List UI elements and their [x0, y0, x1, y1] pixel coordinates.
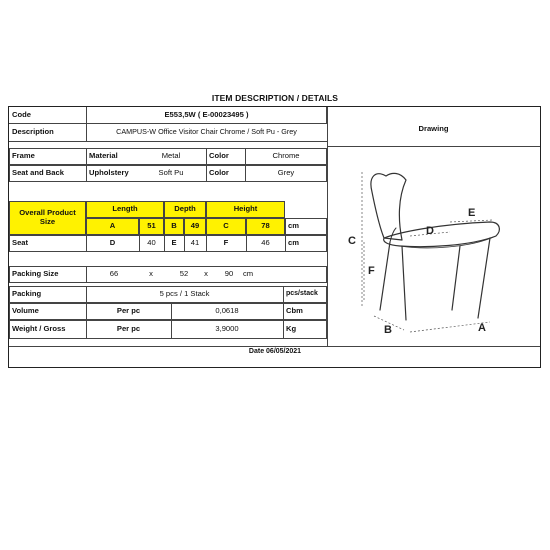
dim-d-letter-drawing: D [426, 225, 434, 237]
dim-f-letter-drawing: F [368, 265, 375, 277]
dim-e-letter: E [171, 238, 177, 248]
code-label: Code [12, 110, 31, 120]
overall-size-label: Overall Product Size [19, 208, 76, 226]
code-value: E553,5W ( E-00023495 ) [164, 110, 249, 120]
seat-color-value: Grey [277, 168, 295, 178]
dim-a-letter: A [109, 221, 116, 231]
packing-label: Packing [12, 289, 42, 299]
volume-per-label: Per pc [116, 306, 141, 316]
dim-d-letter: D [109, 238, 116, 248]
packing-size-2: 52 [179, 269, 189, 279]
frame-color-label: Color [209, 151, 229, 161]
height-label: Height [233, 204, 258, 214]
dim-a-letter-drawing: A [478, 322, 486, 334]
divider [9, 141, 327, 142]
volume-label: Volume [12, 306, 39, 316]
packing-size-3: 90 [224, 269, 234, 279]
dim-e-letter-drawing: E [468, 207, 476, 219]
weight-label: Weight / Gross [12, 324, 66, 334]
weight-value: 3,9000 [215, 324, 239, 334]
material-value: Metal [161, 151, 181, 161]
seat-unit: cm [288, 238, 299, 248]
leg-back-left [380, 242, 390, 310]
dim-e-value: 41 [190, 238, 200, 248]
packing-size-x2: x [204, 269, 208, 279]
divider [327, 146, 540, 147]
overall-unit: cm [288, 221, 299, 231]
packing-size-label: Packing Size [12, 269, 59, 279]
depth-label: Depth [174, 204, 196, 214]
weight-per-label: Per pc [116, 324, 141, 334]
packing-size-x1: x [149, 269, 153, 279]
dim-c-letter: C [223, 221, 229, 231]
page-title: ITEM DESCRIPTION / DETAILS [211, 93, 339, 103]
leg-front-left [402, 246, 406, 320]
dim-f-value: 46 [261, 238, 270, 248]
leg-front-right [478, 238, 490, 318]
dim-a-value: 51 [147, 221, 156, 231]
backrest [371, 173, 406, 240]
packing-size-unit: cm [242, 269, 254, 279]
description-value: CAMPUS-W Office Visitor Chair Chrome / Soft Pu - Grey [116, 127, 297, 137]
chair-drawing [340, 150, 520, 340]
upholstery-value: Soft Pu [158, 168, 184, 178]
weight-unit: Kg [286, 324, 297, 334]
dim-b-letter-drawing: B [384, 324, 392, 336]
divider [327, 107, 328, 346]
leg-back-right [452, 246, 460, 310]
seat-back-label: Seat and Back [12, 168, 64, 178]
volume-unit: Cbm [286, 306, 303, 316]
material-label: Material [89, 151, 118, 161]
dim-d-value: 40 [147, 238, 156, 248]
packing-value: 5 pcs / 1 Stack [159, 289, 210, 299]
packing-unit: pcs/stack [286, 290, 318, 298]
divider [86, 266, 87, 283]
upholstery-label: Upholstery [89, 168, 129, 178]
volume-value: 0,0618 [215, 306, 239, 316]
divider [9, 346, 540, 347]
frame-color-value: Chrome [272, 151, 300, 161]
dim-f-letter: F [223, 238, 229, 248]
dim-c-value: 78 [261, 221, 270, 231]
packing-size-1: 66 [109, 269, 119, 279]
seat-color-label: Color [209, 168, 229, 178]
dim-b-letter: B [171, 221, 177, 231]
dim-b-value: 49 [190, 221, 200, 231]
length-label: Length [112, 204, 138, 214]
dim-c-letter-drawing: C [348, 235, 356, 247]
seat-label: Seat [12, 238, 29, 248]
frame-label: Frame [12, 151, 35, 161]
description-label: Description [12, 127, 54, 137]
drawing-label: Drawing [418, 123, 449, 133]
date-label: Date 06/05/2021 [248, 348, 302, 355]
